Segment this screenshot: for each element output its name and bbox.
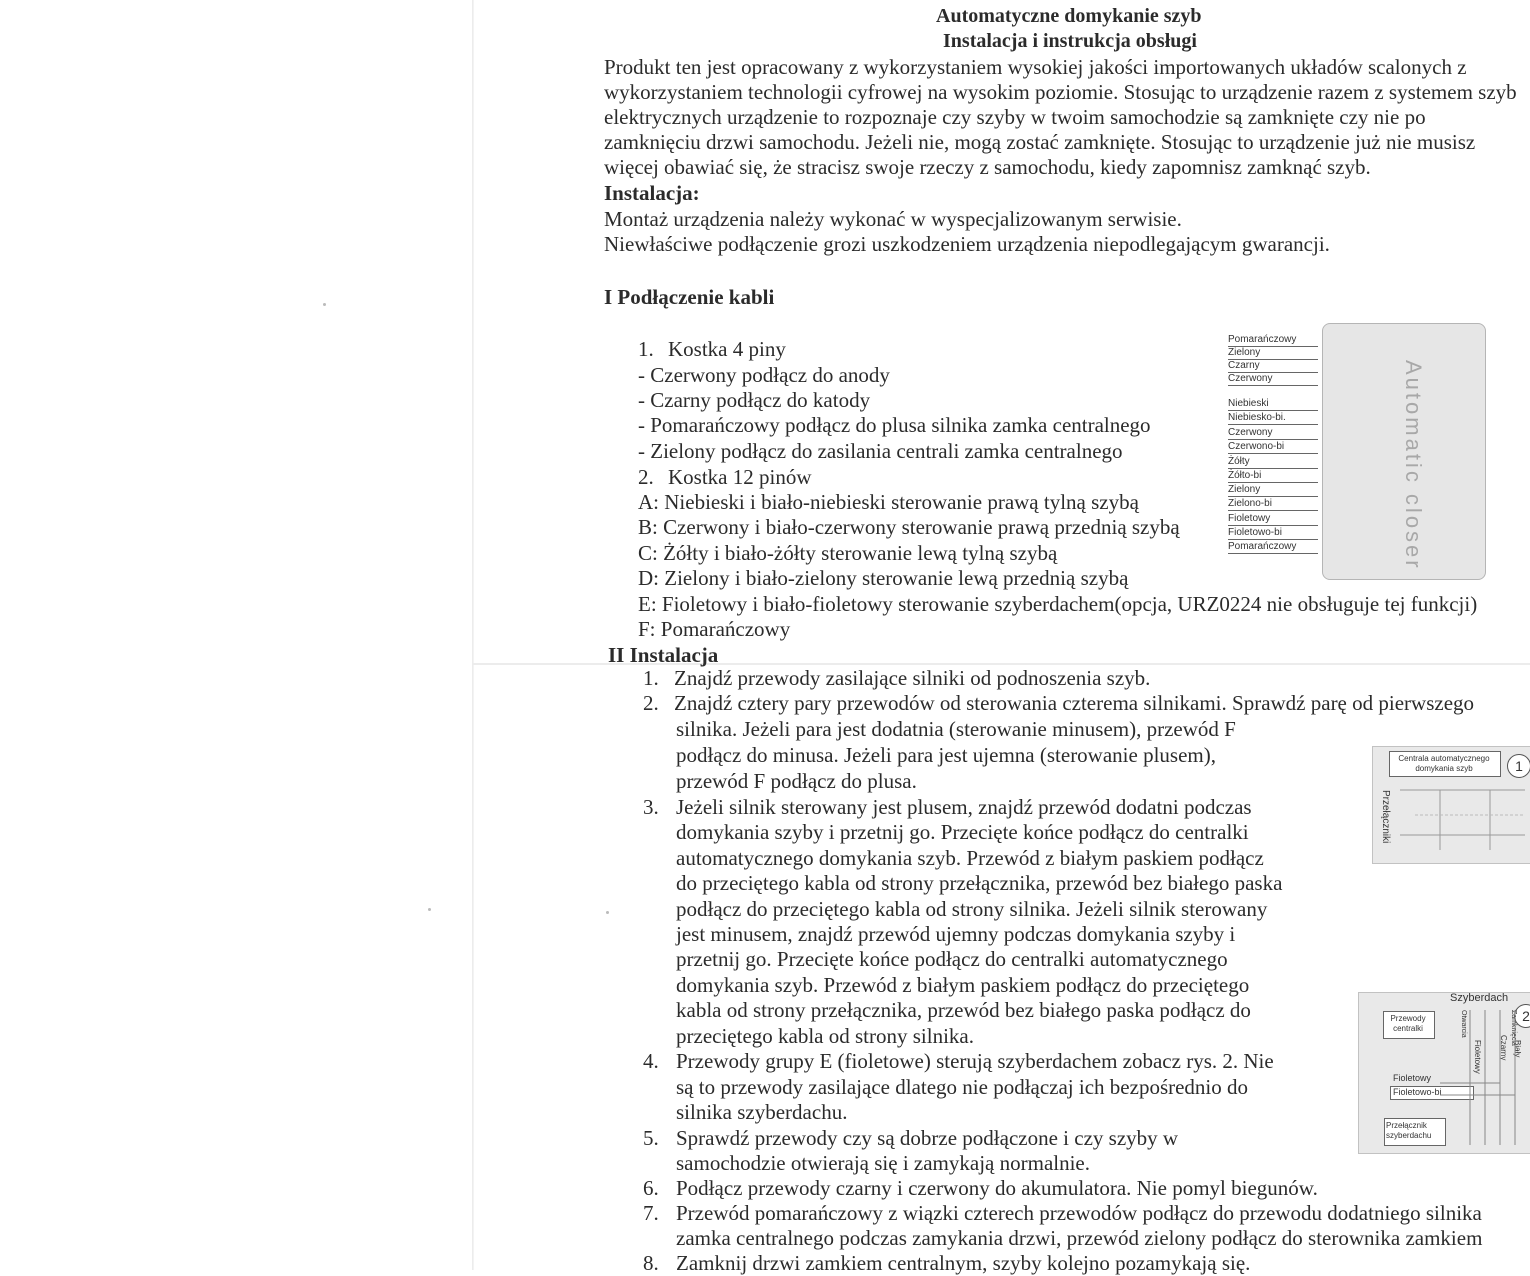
wire-instruction: - Czarny podłącz do katody	[638, 388, 871, 412]
step-line: Znajdź cztery pary przewodów od sterowania czterema silnikami. Sprawdź parę od pierwszego	[674, 691, 1475, 715]
paper-fold-vertical	[472, 0, 474, 1270]
wire-label: Fioletowo-bi	[1228, 526, 1318, 540]
step-line: Jeżeli silnik sterowany jest plusem, znajdź przewód dodatni podczas	[676, 795, 1252, 819]
wire-label: Czerwony	[1228, 426, 1318, 440]
figure-2-label-zamkniecia: Zamknięcia	[1510, 1010, 1517, 1046]
section2-heading: II Instalacja	[608, 643, 719, 667]
document-title: Automatyczne domykanie szyb	[936, 5, 1202, 27]
wire-instruction: F: Pomarańczowy	[638, 617, 791, 641]
step-number: 5.	[643, 1126, 659, 1150]
step-line: jest minusem, znajdź przewód ujemny podczas domykania szyby i	[676, 922, 1236, 946]
wire-instruction: - Czerwony podłącz do anody	[638, 363, 890, 387]
wire-instruction: E: Fioletowy i biało-fioletowy sterowanie szyberdachem(opcja, URZ0224 nie obsługuje tej funkcji)	[638, 592, 1478, 616]
step-line: kabla od strony przełącznika, przewód bez białego paska podłącz do	[676, 998, 1251, 1022]
wire-label: Pomarańczowy	[1228, 540, 1318, 554]
step-line: Przewód pomarańczowy z wiązki czterech przewodów podłącz do przewodu dodatniego silnika	[676, 1201, 1482, 1225]
step-line: Podłącz przewody czarny i czerwony do akumulatora. Nie pomyl biegunów.	[676, 1176, 1318, 1200]
step-line: Sprawdź przewody czy są dobrze podłączone i czy szyby w	[676, 1126, 1179, 1150]
installation-heading: Instalacja:	[604, 181, 700, 205]
step-line: samochodzie otwierają się i zamykają normalnie.	[676, 1151, 1091, 1175]
figure-2-title: Szyberdach	[1450, 992, 1509, 1004]
step-line: domykania szyb. Przewód z białym paskiem podłącz do przeciętego	[676, 973, 1250, 997]
item-number: 2.	[638, 465, 654, 489]
step-line: automatycznego domykania szyb. Przewód z białym paskiem podłącz	[676, 846, 1264, 870]
figure-2-label-centrali: Przewody centralki	[1390, 1014, 1426, 1033]
figure-2-label-czarny: Czarny	[1499, 1035, 1508, 1061]
figure-1-title: Centrala automatycznego domykania szyb	[1398, 754, 1490, 773]
section1-item2	[638, 464, 812, 490]
wire-instruction: A: Niebieski i biało-niebieski sterowanie prawą tylną szybą	[638, 490, 1139, 514]
step-line: domykania szyby i przetnij go. Przecięte końce podłącz do centralki	[676, 820, 1249, 844]
installation-line: Montaż urządzenia należy wykonać w wyspecjalizowanym serwisie.	[604, 207, 1182, 231]
paper-speck	[323, 303, 326, 306]
wire-label: Fioletowy	[1228, 512, 1318, 526]
wire-instruction: D: Zielony i biało-zielony sterowanie lewą przednią szybą	[638, 566, 1129, 590]
figure-1-side-label: Przełączniki	[1380, 790, 1391, 844]
document-subtitle: Instalacja i instrukcja obsługi	[943, 30, 1197, 52]
figure-2-label-bialy: Biały	[1513, 1040, 1522, 1058]
wire-instruction: - Zielony podłącz do zasilania centrali zamka centralnego	[638, 439, 1123, 463]
step-number: 7.	[643, 1201, 659, 1225]
step-line: Przewody grupy E (fioletowe) sterują szyberdachem zobacz rys. 2. Nie	[676, 1049, 1274, 1073]
step-line: są to przewody zasilające dlatego nie podłączaj ich bezpośrednio do	[676, 1075, 1249, 1099]
step-number: 6.	[643, 1176, 659, 1200]
wire-label: Żółty	[1228, 455, 1318, 469]
wire-label: Niebiesko-bi.	[1228, 411, 1318, 425]
step-number: 1.	[643, 666, 659, 690]
wire-label: Zielony	[1228, 483, 1318, 497]
wire-label: Czerwono-bi	[1228, 440, 1318, 454]
intro-line: zamknięciu drzwi samochodu. Jeżeli nie, mogą zostać zamknięte. Stosując to urządzenie już nie musisz	[604, 130, 1476, 154]
intro-line: więcej obawiać się, że stracisz swoje rzeczy z samochodu, kiedy zapomnisz zamknąć szyb.	[604, 155, 1371, 179]
section1-item1	[638, 336, 786, 362]
figure-1-wiring	[1395, 780, 1530, 860]
step-number: 3.	[643, 795, 659, 819]
item-text: Kostka 12 pinów	[668, 465, 812, 489]
item-text: Kostka 4 piny	[668, 337, 786, 361]
figure-2-label-fioletowy: Fioletowy	[1393, 1073, 1432, 1083]
step-line: do przeciętego kabla od strony przełącznika, przewód bez białego paska	[676, 871, 1283, 895]
wire-label: Niebieski	[1228, 397, 1318, 411]
figure-2-label-fioletowy-v: Fioletowy	[1473, 1040, 1482, 1074]
wire-instruction: B: Czerwony i biało-czerwony sterowanie prawą przednią szybą	[638, 515, 1180, 539]
figure-2-badge: 2	[1514, 1004, 1530, 1028]
step-line: silnika. Jeżeli para jest dodatnia (sterowanie minusem), przewód F	[676, 717, 1236, 741]
figure-1-badge: 1	[1507, 754, 1530, 778]
wire-label: Zielono-bi	[1228, 497, 1318, 511]
paper-speck	[428, 908, 431, 911]
wire-label: Zielony	[1228, 346, 1318, 360]
step-line: zamka centralnego podczas zamykania drzwi, przewód zielony podłącz do sterownika zamkiem	[676, 1226, 1483, 1250]
figure-2-wiring	[1440, 1005, 1530, 1150]
step-number: 8.	[643, 1251, 659, 1275]
wire-label: Czerwony	[1228, 372, 1318, 386]
item-number: 1.	[638, 337, 654, 361]
paper-speck	[606, 911, 609, 914]
step-line: przetnij go. Przecięte końce podłącz do centralki automatycznego	[676, 947, 1228, 971]
figure-2-label-otwarcia: Otwarcia	[1460, 1010, 1467, 1038]
step-line: podłącz do minusa. Jeżeli para jest ujemna (sterowanie plusem),	[676, 743, 1216, 767]
step-line: Zamknij drzwi zamkiem centralnym, szyby kolejno pozamykają się.	[676, 1251, 1251, 1275]
intro-line: Produkt ten jest opracowany z wykorzystaniem wysokiej jakości importowanych układów scalonych z	[604, 55, 1467, 79]
step-line: przewód F podłącz do plusa.	[676, 769, 917, 793]
step-line: Znajdź przewody zasilające silniki od podnoszenia szyb.	[674, 666, 1151, 690]
intro-line: elektrycznych urządzenie to rozpoznaje czy szyby w twoim samochodzie są zamknięte czy nie po	[604, 105, 1426, 129]
intro-line: wykorzystaniem technologii cyfrowej na wysokim poziomie. Stosując to urządzenie razem z systemem szyb	[604, 80, 1517, 104]
installation-line: Niewłaściwe podłączenie grozi uszkodzeniem urządzenia niepodlegającym gwarancji.	[604, 232, 1330, 256]
figure-2-label-fioletowo: Fioletowo-bi	[1393, 1087, 1442, 1097]
step-line: silnika szyberdachu.	[676, 1100, 848, 1124]
closer-device-label: Automatic closer	[1401, 360, 1426, 571]
wire-label: Czarny	[1228, 359, 1318, 373]
step-line: podłącz do przeciętego kabla od strony silnika. Jeżeli silnik sterowany	[676, 897, 1268, 921]
wire-label: Żółto-bi	[1228, 469, 1318, 483]
figure-2-label-switch: Przełącznik szyberdachu	[1386, 1121, 1432, 1140]
section1-heading: I Podłączenie kabli	[604, 285, 775, 309]
wire-instruction: - Pomarańczowy podłącz do plusa silnika zamka centralnego	[638, 413, 1151, 437]
step-line: przeciętego kabla od strony silnika.	[676, 1024, 974, 1048]
step-number: 4.	[643, 1049, 659, 1073]
wire-instruction: C: Żółty i biało-żółty sterowanie lewą tylną szybą	[638, 541, 1058, 565]
step-number: 2.	[643, 691, 659, 715]
wire-label: Pomarańczowy	[1228, 333, 1318, 347]
